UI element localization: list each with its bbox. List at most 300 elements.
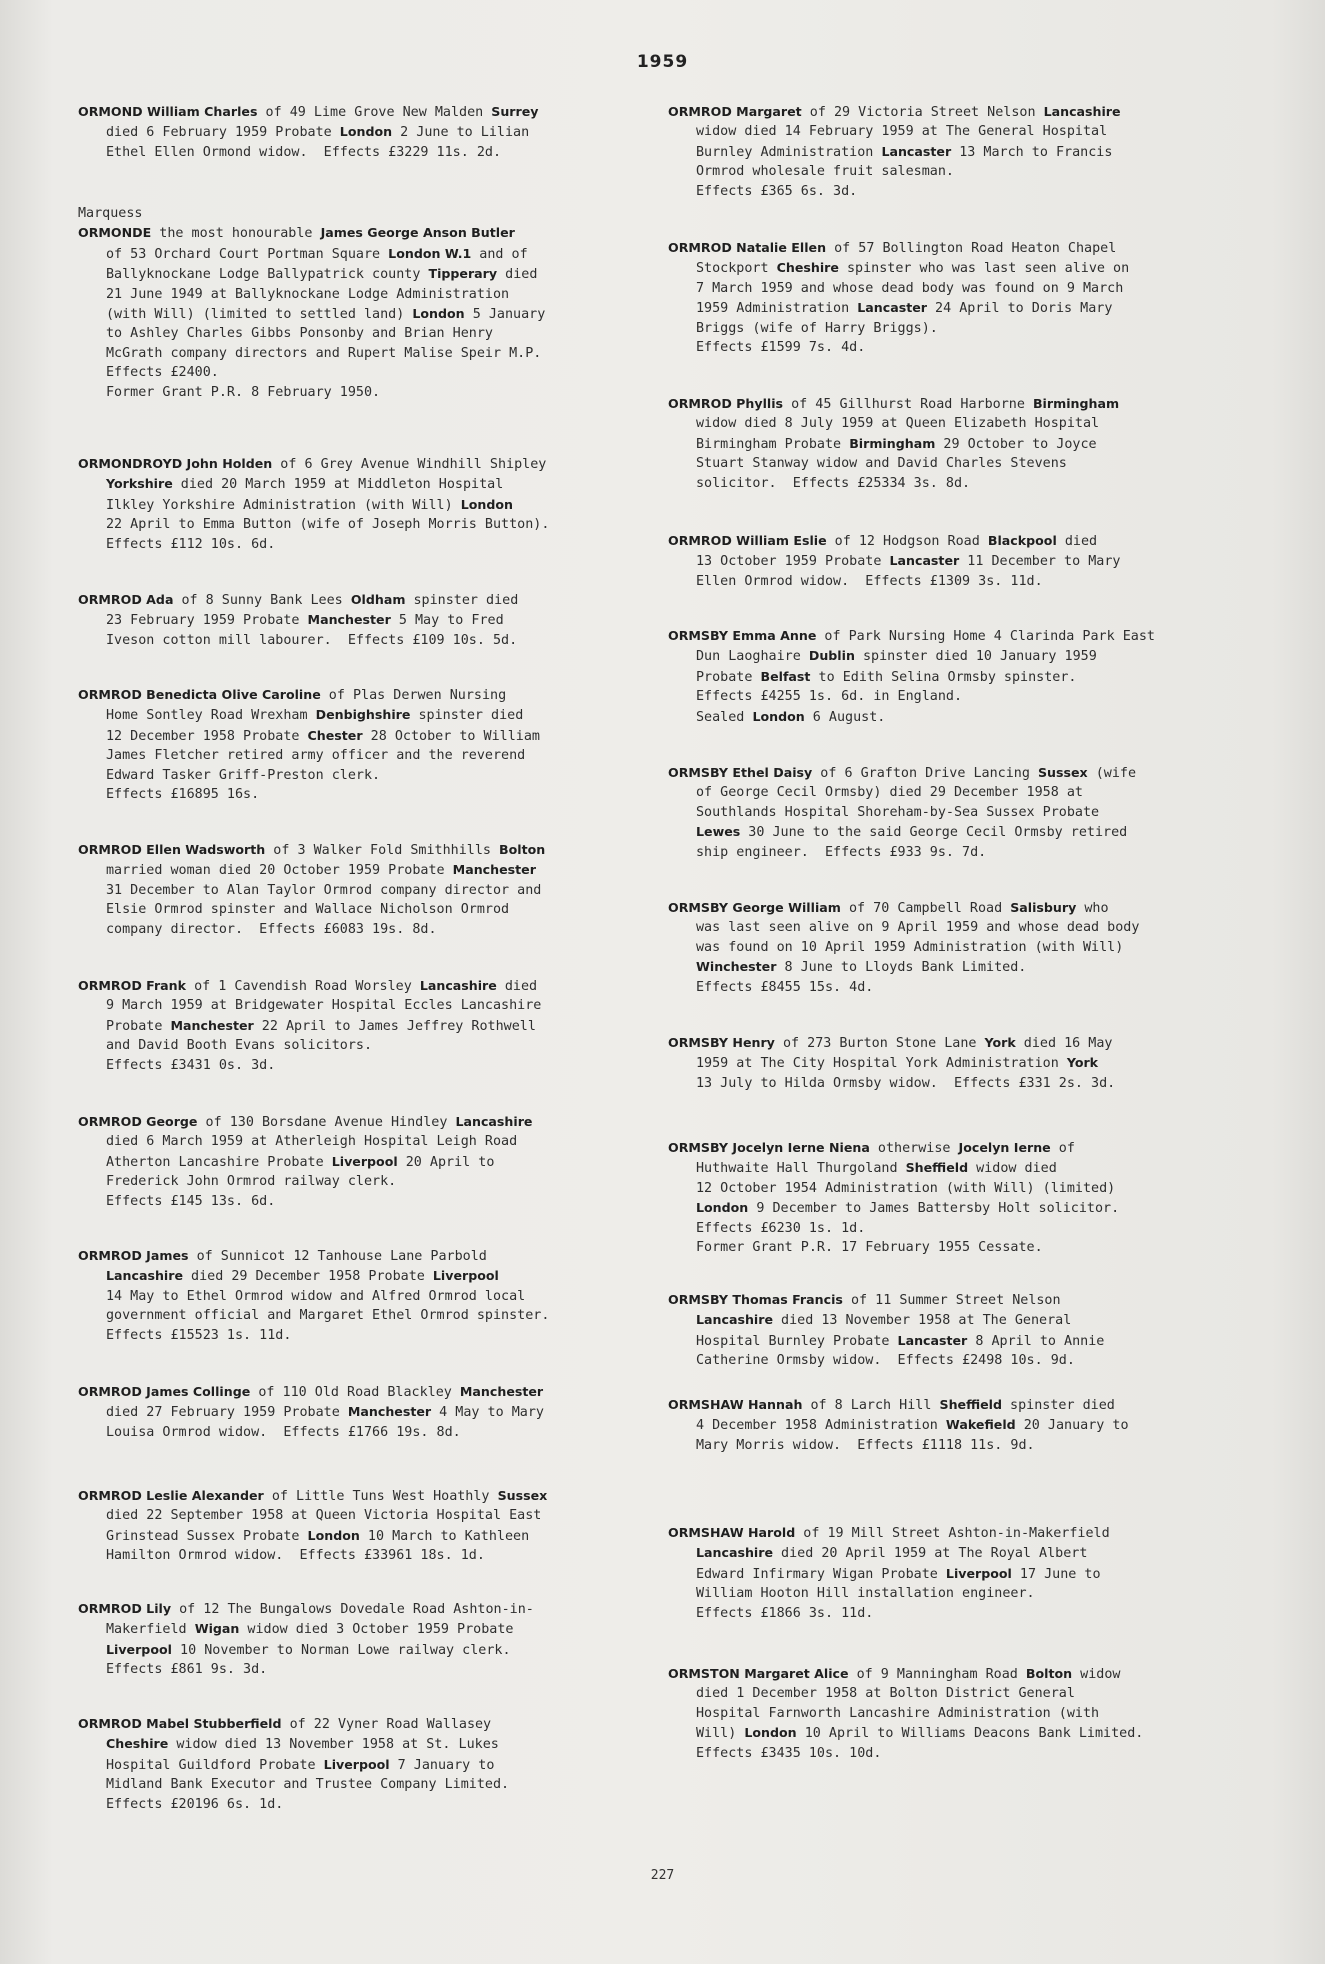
entry-bold-term: ORMSHAW Hannah [668, 1397, 803, 1412]
entry-bold-term: ORMROD Natalie Ellen [668, 240, 827, 255]
entry-text: and of [471, 246, 528, 262]
entry-bold-term: Cheshire [776, 260, 839, 276]
entry-line [78, 746, 658, 765]
entry-text: 4 May to Mary [431, 1405, 544, 1421]
left-probate-entry [78, 590, 658, 650]
entry-text: and David Booth Evans solicitors. [106, 1038, 373, 1054]
entry-text: Birmingham Probate [696, 436, 850, 452]
entry-text: of 9 Manningham Road [848, 1667, 1026, 1682]
entry-line [668, 414, 1248, 433]
entry-bold-term: Liverpool [945, 1565, 1012, 1581]
right-probate-entry [668, 238, 1248, 357]
entry-bold-term: London W.1 [388, 245, 472, 261]
entry-line [78, 1775, 658, 1794]
entry-bold-term: Manchester [307, 612, 391, 628]
entry-text: of 57 Bollington Road Heaton Chapel [826, 241, 1117, 256]
entry-line [78, 1382, 658, 1402]
entry-text: Effects £3435 10s. 10d. [696, 1745, 882, 1761]
right-probate-entry [668, 763, 1248, 862]
entry-bold-term: York [1066, 1055, 1099, 1071]
entry-text: spinster died 10 January 1959 [854, 649, 1097, 665]
entry-text: Effects £861 9s. 3d. [106, 1662, 268, 1678]
entry-line [668, 1074, 1248, 1093]
entry-line [78, 860, 658, 880]
entry-bold-term: Manchester [347, 1404, 432, 1420]
entry-line [668, 474, 1248, 493]
entry-bold-term: York [984, 1035, 1016, 1050]
entry-text: 31 December to Alan Taylor Ormrod company director and [106, 882, 542, 898]
entry-line [668, 1523, 1248, 1543]
entry-text: Midland Bank Executor and Trustee Company Limited. [106, 1777, 510, 1793]
entry-text: 13 October 1959 Probate [696, 554, 890, 570]
entry-bold-term: Lancaster [881, 143, 952, 159]
entry-text: James Fletcher retired army officer and the reverend [106, 748, 526, 764]
entry-bold-term: London [307, 1527, 360, 1543]
entry-bold-term: ORMSHAW Harold [668, 1525, 796, 1540]
right-probate-entry [668, 1664, 1248, 1763]
entry-line [78, 515, 658, 534]
entry-line [78, 102, 658, 122]
entry-bold-term: Salisbury [1010, 900, 1077, 915]
entry-text: 9 March 1959 at Bridgewater Hospital Eccles Lancashire [106, 998, 542, 1014]
entry-text: 8 June to Lloyds Bank Limited. [776, 960, 1027, 976]
entry-text: government official and Margaret Ethel Ormrod spinster. [106, 1308, 550, 1324]
entry-line [78, 900, 658, 919]
entry-text: died 27 February 1959 Probate [106, 1405, 348, 1421]
entry-line [78, 1246, 658, 1266]
entry-text: 5 May to Fred [390, 613, 504, 629]
entry-text: 29 October to Joyce [935, 436, 1097, 452]
entry-text: died 6 March 1959 at Atherleigh Hospital Leigh Road [106, 1134, 518, 1150]
entry-text: solicitor. Effects £25334 3s. 8d. [696, 475, 971, 491]
right-probate-entry [668, 1033, 1248, 1093]
entry-line [78, 1660, 658, 1679]
entry-bold-term: ORMROD George [78, 1114, 198, 1129]
entry-line [78, 1172, 658, 1191]
entry-bold-term: Lancaster [897, 1332, 968, 1348]
entry-text: of 12 Hodgson Road [826, 534, 988, 549]
entry-text: died 13 November 1958 at The General [772, 1313, 1072, 1329]
entry-line [668, 938, 1248, 957]
entry-text: 21 June 1949 at Ballyknockane Lodge Administration [106, 286, 510, 302]
right-probate-entry [668, 1523, 1248, 1623]
entry-bold-term: Liverpool [323, 1756, 390, 1772]
entry-text: Louisa Ormrod widow. Effects £1766 19s. 8d. [106, 1424, 461, 1440]
entry-line [668, 1138, 1248, 1158]
entry-text: otherwise [869, 1141, 959, 1156]
entry-line [78, 1132, 658, 1151]
entry-bold-term: ORMROD Mabel Stubberfield [78, 1716, 282, 1731]
entry-text: Atherton Lancashire Probate [106, 1154, 332, 1170]
left-probate-entry [78, 102, 658, 162]
entry-text: Effects £365 6s. 3d. [696, 183, 858, 199]
entry-line [78, 1619, 658, 1639]
left-probate-entry [78, 1112, 658, 1211]
entry-text: (wife [1087, 766, 1137, 781]
entry-bold-term: ORMROD James [78, 1248, 189, 1263]
entry-text: Southlands Hospital Shoreham-by-Sea Sussex Probate [696, 804, 1100, 820]
entry-line [78, 1016, 658, 1036]
entry-bold-term: London [744, 1725, 797, 1741]
left-probate-entry [78, 454, 658, 554]
entry-bold-term: Blackpool [987, 533, 1057, 548]
entry-bold-term: ORMSBY Henry [668, 1035, 775, 1050]
right-probate-entry [668, 102, 1248, 201]
entry-line [78, 840, 658, 860]
entry-line [668, 572, 1248, 591]
entry-text: Effects £16895 16s. [106, 787, 260, 803]
entry-text: of 12 The Bungalows Dovedale Road Ashton-in- [171, 1602, 534, 1617]
entry-line [668, 646, 1248, 666]
entry-bold-term: Sheffield [905, 1160, 969, 1176]
entry-text: 5 January [464, 307, 546, 323]
entry-line [668, 918, 1248, 937]
entry-bold-term: ORMROD William Eslie [668, 533, 827, 548]
entry-text: 22 April to James Jeffrey Rothwell [253, 1018, 536, 1034]
entry-line [78, 1734, 658, 1754]
entry-text: died 20 March 1959 at Middleton Hospital [172, 477, 504, 493]
entry-bold-term: Sheffield [939, 1397, 1002, 1412]
entry-line [668, 1179, 1248, 1198]
entry-bold-term: ORMSBY George William [668, 900, 841, 915]
entry-text: 9 December to James Battersby Holt solicitor. [748, 1201, 1120, 1217]
entry-bold-term: Denbighshire [315, 707, 411, 723]
entry-text: 28 October to William [362, 728, 540, 744]
entry-line [78, 705, 658, 725]
entry-line [78, 881, 658, 900]
entry-text: Effects £1599 7s. 4d. [696, 340, 866, 356]
entry-text: of George Cecil Ormsby) died 29 December 1958 at [696, 785, 1083, 801]
entry-text: Mary Morris widow. Effects £1118 11s. 9d. [696, 1437, 1035, 1453]
entry-line [668, 1290, 1248, 1310]
entry-bold-term: London [696, 1200, 749, 1216]
entry-text: died 22 September 1958 at Queen Victoria Hospital East [106, 1508, 542, 1524]
entry-line [668, 803, 1248, 822]
entry-line [668, 667, 1248, 687]
entry-line [668, 1053, 1248, 1073]
entry-text: Hamilton Ormrod widow. Effects £33961 18s. 1d. [106, 1548, 485, 1564]
entry-line [78, 1795, 658, 1814]
entry-line [78, 285, 658, 304]
entry-line [668, 454, 1248, 473]
entry-line [668, 1415, 1248, 1435]
entry-text: 1959 Administration [696, 301, 858, 317]
entry-text: the most honourable [151, 226, 321, 242]
entry-text: 6 August. [804, 709, 886, 725]
entry-line [668, 551, 1248, 571]
entry-bold-term: Belfast [760, 668, 811, 684]
entry-bold-term: Manchester [459, 1384, 544, 1399]
entry-line [668, 1158, 1248, 1178]
entry-line [668, 1219, 1248, 1238]
entry-bold-term: Manchester [452, 862, 536, 878]
page-year-heading: 1959 [636, 52, 689, 72]
entry-text: widow [1072, 1667, 1121, 1682]
entry-line [78, 122, 658, 142]
entry-bold-term: Chester [307, 727, 363, 743]
entry-line [78, 363, 658, 382]
entry-text: died 29 December 1958 Probate [182, 1269, 433, 1285]
entry-line [668, 707, 1248, 727]
entry-text: to Edith Selina Ormsby spinster. [810, 669, 1077, 685]
entry-line [668, 822, 1248, 842]
entry-bold-term: Lancashire [1043, 104, 1121, 119]
entry-text: 20 January to [1015, 1418, 1129, 1434]
entry-line [668, 1604, 1248, 1623]
entry-line [668, 1543, 1248, 1563]
entry-text: 10 April to Williams Deacons Bank Limited. [796, 1726, 1144, 1742]
entry-line [78, 143, 658, 162]
entry-bold-term: Lancaster [857, 300, 927, 316]
entry-text: ship engineer. Effects £933 9s. 7d. [696, 844, 987, 860]
entry-text: of 45 Gillhurst Road Harborne [783, 397, 1033, 412]
entry-text: Effects £3431 0s. 3d. [106, 1057, 276, 1073]
entry-text: 17 June to [1011, 1566, 1101, 1582]
entry-text: Edward Tasker Griff-Preston clerk. [106, 767, 381, 783]
entry-line [78, 785, 658, 804]
entry-bold-term: ORMSBY Thomas Francis [668, 1292, 843, 1307]
entry-line [668, 1310, 1248, 1330]
entry-text: Briggs (wife of Harry Briggs). [696, 320, 938, 336]
entry-text: Frederick John Ormrod railway clerk. [106, 1174, 397, 1190]
entry-text: Catherine Ormsby widow. Effects £2498 10s. 9d. [696, 1353, 1075, 1369]
entry-line [78, 685, 658, 705]
left-probate-entry [78, 1714, 658, 1814]
entry-text: died [496, 979, 538, 994]
entry-bold-term: ORMROD James Collinge [78, 1384, 251, 1399]
entry-line [668, 182, 1248, 201]
entry-line [668, 1744, 1248, 1763]
entry-line [668, 1351, 1248, 1370]
entry-line [78, 766, 658, 785]
entry-line [78, 204, 658, 223]
entry-text: widow died [968, 1161, 1057, 1177]
entry-bold-term: ORMONDROYD John Holden [78, 456, 273, 471]
entry-bold-term: Sussex [1037, 765, 1088, 780]
entry-line [668, 1564, 1248, 1584]
left-probate-entry [78, 976, 658, 1075]
entry-line [668, 1238, 1248, 1257]
entry-text: Grinstead Sussex Probate [106, 1528, 308, 1544]
entry-bold-term: ORMROD Phyllis [668, 396, 784, 411]
entry-text: 7 January to [389, 1757, 495, 1773]
entry-text: Stuart Stanway widow and David Charles Stevens [696, 456, 1067, 472]
entry-line [78, 454, 658, 474]
entry-text: Ellen Ormrod widow. Effects £1309 3s. 11d. [696, 573, 1043, 589]
entry-bold-term: Lancaster [889, 553, 960, 569]
entry-line [78, 1326, 658, 1345]
entry-line [78, 1287, 658, 1306]
entry-bold-term: Bolton [499, 842, 546, 857]
entry-line [668, 843, 1248, 862]
entry-text: died 1 December 1958 at Bolton District General [696, 1686, 1075, 1702]
entry-bold-term: London [460, 496, 514, 512]
entry-bold-term: London [339, 124, 393, 140]
entry-bold-term: ORMROD Lily [78, 1601, 172, 1616]
entry-bold-term: Bolton [1025, 1666, 1073, 1681]
entry-text: died 6 February 1959 Probate [106, 125, 340, 141]
entry-bold-term: London [412, 306, 465, 322]
entry-text: of 49 Lime Grove New Malden [257, 105, 492, 120]
entry-text: Iveson cotton mill labourer. Effects £109 10s. 5d. [106, 632, 518, 648]
entry-text: Effects £4255 1s. 6d. in England. [696, 689, 963, 705]
entry-text: 30 June to the said George Cecil Ormsby retired [740, 825, 1128, 841]
left-probate-entry [78, 685, 658, 804]
entry-text: of Little Tuns West Hoathly [263, 1489, 498, 1504]
entry-text: widow died 13 November 1958 at St. Lukes [168, 1737, 499, 1753]
entry-line [78, 610, 658, 630]
entry-text: 7 March 1959 and whose dead body was found on 9 March [696, 280, 1124, 296]
entry-text: Effects £20196 6s. 1d. [106, 1796, 284, 1812]
entry-text: who [1076, 901, 1109, 916]
entry-text: Will) [696, 1726, 745, 1742]
entry-line [78, 1714, 658, 1734]
entry-line [668, 238, 1248, 258]
entry-text: 20 April to [397, 1154, 495, 1170]
entry-text: McGrath company directors and Rupert Malise Speir M.P. [106, 345, 542, 361]
entry-line [78, 324, 658, 343]
entry-text: 14 May to Ethel Ormrod widow and Alfred Ormrod local [106, 1288, 526, 1304]
entry-bold-term: ORMSTON Margaret Alice [668, 1666, 849, 1681]
entry-text: Elsie Ormrod spinster and Wallace Nicholson Ormrod [106, 902, 510, 918]
entry-text: of 11 Summer Street Nelson [842, 1293, 1061, 1308]
entry-line [668, 162, 1248, 181]
entry-text: 1959 at The City Hospital York Administration [696, 1056, 1067, 1072]
entry-line [78, 244, 658, 264]
entry-text: of Plas Derwen Nursing [320, 688, 507, 703]
entry-text: 22 April to Emma Button (wife of Joseph Morris Button). [106, 517, 550, 533]
entry-line [668, 1584, 1248, 1603]
entry-text: Probate [106, 1018, 171, 1034]
entry-line [78, 1423, 658, 1442]
entry-bold-term: Lancashire [696, 1545, 773, 1561]
entry-line [668, 338, 1248, 357]
entry-text: 12 October 1954 Administration (with Will) (limited) [696, 1180, 1116, 1196]
entry-bold-term: Sussex [497, 1488, 548, 1503]
entry-bold-term: Liverpool [331, 1153, 398, 1169]
entry-text: Sealed [696, 709, 753, 725]
entry-line [78, 535, 658, 554]
entry-line [668, 142, 1248, 162]
entry-text: was found on 10 April 1959 Administration (with Will) [696, 939, 1124, 955]
entry-line [78, 1755, 658, 1775]
entry-line [668, 1704, 1248, 1723]
entry-text: died [497, 267, 538, 283]
entry-line [78, 1306, 658, 1325]
right-probate-entry [668, 1290, 1248, 1371]
entry-line [78, 590, 658, 610]
entry-line [78, 344, 658, 363]
entry-line [668, 531, 1248, 551]
entry-line [78, 383, 658, 402]
entry-line [668, 687, 1248, 706]
entry-text: of 273 Burton Stone Lane [774, 1036, 985, 1051]
entry-text: of 29 Victoria Street Nelson [801, 105, 1044, 120]
right-probate-entry [668, 531, 1248, 591]
entry-text: Edward Infirmary Wigan Probate [696, 1566, 946, 1582]
entry-line [668, 298, 1248, 318]
entry-line [78, 474, 658, 494]
entry-bold-term: ORMSBY Ethel Daisy [668, 765, 813, 780]
entry-text: 24 April to Doris Mary [926, 301, 1113, 317]
entry-line [668, 102, 1248, 122]
entry-bold-term: Birmingham [849, 435, 936, 451]
entry-text: 2 June to Lilian [392, 125, 530, 141]
entry-line [78, 1056, 658, 1075]
entry-bold-term: Lancashire [696, 1312, 773, 1328]
left-probate-entry [78, 1382, 658, 1442]
entry-bold-term: ORMONDE [78, 225, 152, 241]
entry-text: Dun Laoghaire [696, 649, 809, 665]
entry-line [668, 434, 1248, 454]
entry-line [668, 783, 1248, 802]
entry-text: Ballyknockane Lodge Ballypatrick county [106, 267, 429, 283]
entry-text: 8 April to Annie [967, 1333, 1105, 1349]
entry-line [78, 996, 658, 1015]
entry-text: died 20 April 1959 at The Royal Albert [772, 1546, 1088, 1562]
entry-bold-term: ORMROD Frank [78, 978, 187, 993]
right-probate-entry [668, 1138, 1248, 1257]
entry-line [668, 978, 1248, 997]
entry-line [78, 1599, 658, 1619]
entry-text: Ormrod wholesale fruit salesman. [696, 164, 954, 180]
entry-text: Effects £112 10s. 6d. [106, 536, 276, 552]
left-probate-entry [78, 1246, 658, 1345]
entry-text: Former Grant P.R. 8 February 1950. [106, 384, 381, 400]
entry-text: Marquess [78, 206, 143, 221]
entry-line [668, 258, 1248, 278]
entry-bold-term: Jocelyn Ierne [958, 1140, 1051, 1155]
left-probate-entry [78, 1486, 658, 1566]
entry-bold-term: Dublin [808, 648, 855, 664]
entry-line [78, 1486, 658, 1506]
right-probate-entry [668, 626, 1248, 727]
entry-bold-term: Lancashire [419, 978, 497, 993]
entry-bold-term: Wakefield [945, 1417, 1016, 1433]
entry-line [78, 223, 658, 243]
entry-text: spinster died [1002, 1398, 1115, 1413]
entry-line [78, 920, 658, 939]
right-probate-entry [668, 394, 1248, 493]
entry-text: Ilkley Yorkshire Administration (with Will) [106, 497, 461, 513]
entry-text: 12 December 1958 Probate [106, 728, 308, 744]
entry-line [78, 1266, 658, 1286]
entry-line [78, 1546, 658, 1565]
left-probate-entry [78, 1599, 658, 1680]
entry-text: Hospital Burnley Probate [696, 1333, 898, 1349]
entry-line [668, 1436, 1248, 1455]
right-probate-entry [668, 1395, 1248, 1455]
entry-text: died [1056, 534, 1098, 549]
entry-line [78, 1640, 658, 1660]
entry-line [668, 1395, 1248, 1415]
entry-text: company director. Effects £6083 19s. 8d. [106, 921, 437, 937]
right-probate-entry [668, 898, 1248, 997]
entry-line [78, 1112, 658, 1132]
entry-line [668, 1684, 1248, 1703]
entry-bold-term: Birmingham [1032, 396, 1120, 411]
left-probate-entry [78, 204, 658, 402]
entry-line [668, 394, 1248, 414]
entry-text: of 53 Orchard Court Portman Square [106, 246, 389, 262]
entry-bold-term: Oldham [350, 592, 406, 607]
entry-text: married woman died 20 October 1959 Probate [106, 863, 453, 879]
entry-text: 23 February 1959 Probate [106, 613, 308, 629]
entry-bold-term: Tipperary [428, 266, 498, 282]
entry-text: of 70 Campbell Road [840, 901, 1011, 916]
entry-text: to Ashley Charles Gibbs Ponsonby and Brian Henry [106, 326, 493, 342]
entry-text: of 130 Borsdane Avenue Hindley [197, 1115, 456, 1130]
